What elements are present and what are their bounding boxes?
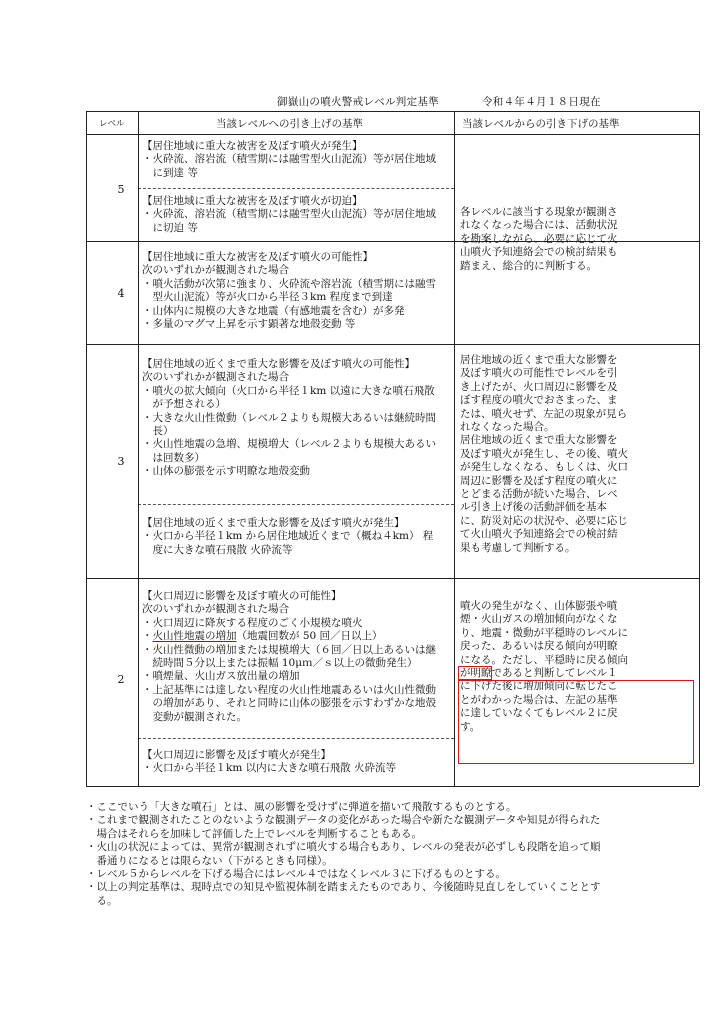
text-line: 【居住地域の近くまで重大な影響を及ぼす噴火の可能性】 [142, 358, 415, 370]
text-line: ・山体内に規模の大きな地震（有感地震を含む）が多発 [142, 304, 405, 317]
text-line: ・多量のマグマ上昇を示す顕著な地殻変動 等 [142, 318, 356, 331]
text-line: 【居住地域に重大な被害を及ぼす噴火の可能性】 [142, 251, 373, 263]
table-bottom-rule [86, 786, 699, 787]
bullet: ・ [142, 630, 153, 643]
text-line: 次のいずれかが観測された場合 [142, 264, 289, 277]
text-line: 度に大きな噴石飛散 火砕流等 [142, 543, 293, 556]
text-line: ぼす程度の噴火でおさまった、ま [460, 394, 618, 407]
footnote: ・ここでいう「大きな噴石」とは、風の影響を受けずに弾道を描いて飛散するものとする。 [86, 801, 517, 813]
text-line: が発生しなくなる、もしくは、火口 [460, 461, 628, 474]
text-line: 煙・火山ガスの増加傾向がなくな [460, 613, 618, 626]
text-line: 山噴火予知連絡会での検討結果も [460, 246, 618, 259]
text-line: ル引き上げ後の活動評価を基本 [460, 501, 607, 514]
text-line: 居住地域の近くまで重大な影響を [460, 434, 618, 447]
text-line: 次のいずれかが観測された場合 [142, 603, 289, 616]
raise-5-occurred [142, 140, 436, 180]
text-line: が明瞭であると判断してレベル１ [460, 667, 618, 680]
text-line: 【居住地域に重大な被害を及ぼす噴火が切迫】 [142, 195, 363, 207]
text-line: 果も考慮して判断する。 [460, 541, 576, 554]
raise-2-occurred [142, 749, 396, 776]
text-line: れなくなった場合。 [460, 421, 555, 434]
text-line: 踏まえ、総合的に判断する。 [460, 259, 598, 272]
footnote: ・火山の状況によっては、異常が観測されずに噴火する場合もあり、レベルの発表が必ずしも段階を追って順 [86, 841, 601, 854]
annotation-box-large [458, 680, 694, 764]
text-line: ・火砕流、溶岩流（積雪期には融雪型火山泥流）等が居住地域 [142, 208, 436, 221]
text-line: ・火砕流、溶岩流（積雪期には融雪型火山泥流）等が居住地域 [142, 153, 436, 166]
text-line [142, 630, 436, 643]
text-line: 【火口周辺に影響を及ぼす噴火の可能性】 [142, 590, 342, 602]
text-line: に達していなくてもレベル２に戻 [460, 707, 618, 720]
text-line: 次のいずれかが観測された場合 [142, 371, 289, 384]
divider-2 [138, 738, 454, 739]
lower-5-4 [460, 206, 618, 273]
text-line: り、地震・微動が平穏時のレベルに [460, 626, 628, 639]
raise-3-occurred [142, 517, 433, 557]
footnote: 番通りになるとは限らない（下がるときも同様）。 [86, 854, 333, 867]
row-rule-4-3 [86, 344, 699, 345]
text-line: に切迫 等 [142, 221, 198, 234]
text-line: ・火口から半径１km から居住地域近くまで（概ね４km） 程 [142, 530, 434, 543]
text-line: ・噴火活動が次第に強まり、火砕流や溶岩流（積雪期には融雪 [142, 277, 436, 290]
page-title: 御嶽山の噴火警戒レベル判定基準 [277, 96, 439, 108]
text-line: ・噴煙量、火山ガス放出量の増加 [142, 670, 300, 683]
level-2: 2 [117, 673, 125, 686]
text-line: を勘案しながら、必要に応じて火 [460, 232, 618, 245]
level-5: 5 [117, 183, 125, 196]
text-line: す。 [460, 720, 481, 733]
text-span: （地震回数が 50 回／日以上） [236, 630, 383, 643]
raise-3-possible [142, 358, 436, 479]
text-line: 【居住地域の近くまで重大な影響を及ぼす噴火が発生】 [142, 517, 405, 529]
raise-5-imminent [142, 195, 436, 235]
table-left-border [86, 111, 87, 786]
text-line: ・火口から半径１km 以内に大きな噴石飛散 火砕流等 [142, 762, 396, 775]
underlined-term: 火山性地震の増加 [152, 630, 237, 643]
level-3: 3 [117, 455, 125, 468]
footnote: る。 [86, 894, 118, 907]
table-top-rule [86, 111, 699, 112]
header-lower: 当該レベルからの引き下げの基準 [462, 118, 620, 130]
text-span: になる [460, 653, 492, 666]
text-span: 。ただし、平穏時に戻る傾向 [491, 653, 628, 666]
level-4: 4 [117, 287, 125, 300]
text-line: 及ぼす噴火が発生し、その後、噴火 [460, 447, 628, 460]
text-line: とどまる活動が続いた場合、レベ [460, 488, 618, 501]
text-line: 居住地域の近くまで重大な影響を [460, 354, 618, 366]
text-line: き上げたが、火口周辺に影響を及 [460, 380, 618, 393]
header-level: レベル [99, 119, 125, 129]
footnotes [86, 801, 601, 908]
header-raise: 当該レベルへの引き上げの基準 [216, 118, 363, 130]
text-line: ・火山性地震の急増、規模増大（レベル２よりも規模大あるい [142, 438, 436, 451]
text-line: 及ぼす噴火の可能性でレベルを引 [460, 367, 618, 380]
text-line: 周辺に影響を及ぼす程度の噴火に [460, 474, 618, 487]
raise-4 [142, 251, 436, 331]
footnote: 場合はそれらを加味して評価した上でレベルを判断することもある。 [86, 827, 422, 840]
footnote: ・これまで観測されたことのないような観測データの変化があった場合や新たな観測データや知見が得られた [86, 814, 601, 827]
text-line: れなくなった場合には、活動状況 [460, 219, 618, 232]
text-line: たは、噴火せず、左記の現象が見ら [460, 407, 628, 420]
text-line: ・上記基準には達しない程度の火山性地震あるいは火山性微動 [142, 683, 436, 696]
text-line: の増加があり、それと同時に山体の膨張を示すわずかな地殻 [142, 697, 436, 710]
text-line: ・火山性微動の増加または規模増大（６回／日以上あるいは継 [142, 643, 436, 656]
text-line: が予想される） [142, 398, 226, 411]
footnote: ・以上の判定基準は、現時点での知見や監視体制を踏まえたものであり、今後随時見直しをしていくこととす [86, 881, 601, 894]
footnote: ・レベル５からレベルを下げる場合にはレベル４ではなくレベル３に下げるものとする。 [86, 868, 506, 881]
text-line: 噴火の発生がなく、山体膨張や噴 [460, 600, 618, 612]
header-rule [86, 134, 699, 135]
text-line: に到達 等 [142, 166, 198, 179]
text-line: ・噴火の拡大傾向（火口から半径１km 以遠に大きな噴石飛散 [142, 384, 435, 397]
text-line: 戻った、あるいは戻る傾向が明瞭 [460, 640, 618, 653]
lower-3 [460, 354, 628, 555]
text-line: 型火山泥流）等が火口から半径３km 程度まで到達 [142, 291, 393, 304]
text-line: 各レベルに該当する現象が観測さ [460, 206, 618, 218]
text-line: 長） [142, 425, 174, 438]
text-line: は回数多） [142, 451, 205, 464]
text-line: 続時間５分以上または振幅 10μｍ／ｓ以上の微動発生） [142, 657, 418, 670]
level-column-border [138, 111, 139, 786]
text-line: 【居住地域に重大な被害を及ぼす噴火が発生】 [142, 140, 363, 152]
text-line: とがわかった場合は、左記の基準 [460, 693, 618, 706]
date-label: 令和４年４月１８日現在 [482, 96, 601, 108]
text-line: に下げた後に増加傾向に転じたこ [460, 680, 618, 693]
divider-5 [138, 188, 454, 189]
table-right-border [699, 111, 700, 786]
text-line: ・火口周辺に降灰する程度のごく小規模な噴火 [142, 616, 363, 629]
text-line: 変動が観測された。 [142, 710, 247, 723]
raise-2-possible [142, 590, 436, 724]
annotation-box-small [458, 666, 492, 680]
text-line: て火山噴火予知連絡会での検討結 [460, 528, 618, 541]
divider-3 [138, 504, 454, 505]
text-line: ・大きな火山性微動（レベル２よりも規模大あるいは継続時間 [142, 411, 436, 424]
raise-column-border [454, 111, 455, 786]
row-rule-3-2 [86, 578, 699, 579]
text-line: 【火口周辺に影響を及ぼす噴火が発生】 [142, 749, 331, 761]
text-line: に、防災対応の状況や、必要に応じ [460, 514, 628, 527]
text-line: ・山体の膨張を示す明瞭な地殻変動 [142, 465, 310, 478]
